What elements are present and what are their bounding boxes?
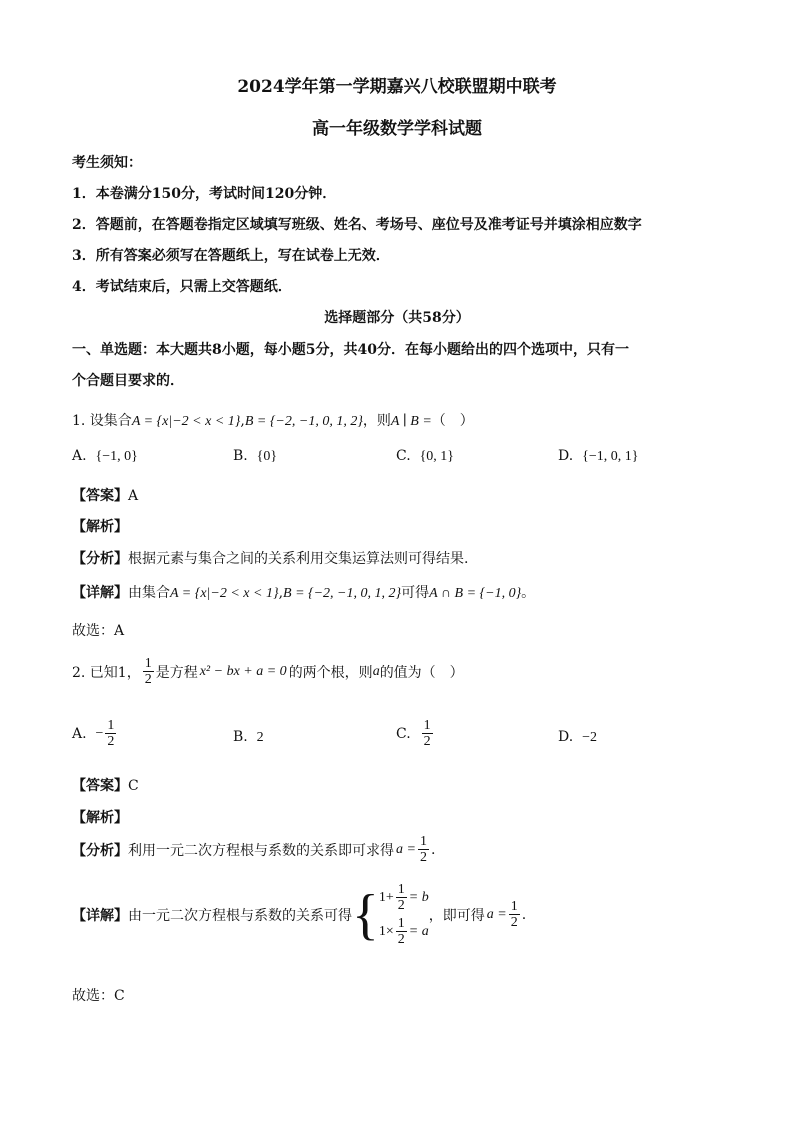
q1-prefix: 1. 设集合 [72, 413, 132, 429]
notice-heading: 考生须知： [72, 155, 142, 171]
q2-option-d: D. −2 [558, 729, 597, 745]
section-intro-line-1: 一、单选题：本大题共8小题，每小题5分，共40分．在每小题给出的四个选项中，只有一 [72, 342, 629, 358]
equation-system [379, 882, 429, 948]
q2-suffix: 的两个根，则 [288, 664, 373, 681]
q2-fraction-half: $\frac{1}{2}$ [144, 656, 152, 688]
notice-item-1: 1．本卷满分150分，考试时间120分钟． [72, 186, 337, 202]
notice-item-2: 2．答题前，在答题卷指定区域填写班级、姓名、考场号、座位号及准考证号并填涂相应数字 [72, 217, 642, 233]
q2-suffix2: 的值为（ ） [379, 664, 464, 681]
question-1-stem [72, 410, 474, 430]
q1-expr: A ∣ B = [390, 414, 432, 429]
exam-title: 2024学年第一学期嘉兴八校联盟期中联考 [237, 77, 557, 97]
q2-option-a: A. − $\frac{1}{2}$ [72, 718, 115, 750]
q1-option-d: D. {−1, 0, 1} [558, 448, 639, 464]
q2-answer: 【答案】C [72, 778, 139, 794]
exam-subtitle: 高一年级数学学科试题 [312, 119, 482, 139]
q1-option-b: B. {0} [233, 448, 278, 464]
system-equation-2: 1× $\frac{1}{2}$ = a [378, 915, 429, 948]
q2-fenxi: 【分析】 利用一元二次方程根与系数的关系即可求得 a = $\frac{1}{2}$ . [72, 834, 436, 866]
q2-option-c: C. $\frac{1}{2}$ [396, 718, 431, 750]
q1-fenxi: 【分析】根据元素与集合之间的关系利用交集运算法则可得结果. [72, 551, 469, 567]
q2-var-a: a [372, 663, 380, 679]
section-title: 选择题部分（共58分） [324, 310, 470, 326]
q2-option-b: B. 2 [233, 729, 264, 745]
q1-option-a: A. {−1, 0} [72, 448, 138, 464]
q2-middle: 是方程 [155, 664, 198, 681]
notice-item-4: 4．考试结束后，只需上交答题纸． [72, 279, 292, 295]
q1-then: ，则 [362, 413, 391, 429]
q2-choice: 故选：C [72, 988, 125, 1004]
section-intro-line-2: 个合题目要求的． [72, 373, 184, 389]
question-2-stem [72, 656, 464, 688]
q1-set-b: B = {−2, −1, 0, 1, 2} [244, 414, 363, 429]
q1-option-c: C. {0, 1} [396, 448, 455, 464]
q1-choice: 故选：A [72, 623, 125, 639]
q1-analysis-label: 【解析】 [72, 519, 128, 535]
notice-item-3: 3．所有答案必须写在答题纸上，写在试卷上无效． [72, 248, 390, 264]
q1-detail: 【详解】由集合A = {x|−2 < x < 1},B = {−2, −1, 0, 1, 2}可得A ∩ B = {−1, 0}。 [72, 585, 536, 601]
q1-sep: , [240, 413, 245, 429]
system-brace: { [352, 883, 379, 946]
system-equation-1: 1+ $\frac{1}{2}$ = b [378, 882, 429, 914]
q2-detail: 【详解】 由一元二次方程根与系数的关系可得 { 1+ $\frac{1}{2}$ = b 1× $\frac{1}{2}$ = a ，即可得 a = $\frac{1}{2}$ . [72, 882, 527, 948]
q2-analysis-label: 【解析】 [72, 810, 128, 826]
q2-prefix: 2. 已知1， [72, 664, 141, 681]
q2-equation: x² − bx + a = 0 [199, 663, 287, 679]
q1-set-a: A = {x|−2 < x < 1} [131, 414, 241, 429]
q1-paren: （ ） [431, 413, 474, 429]
q1-answer: 【答案】A [72, 488, 139, 504]
